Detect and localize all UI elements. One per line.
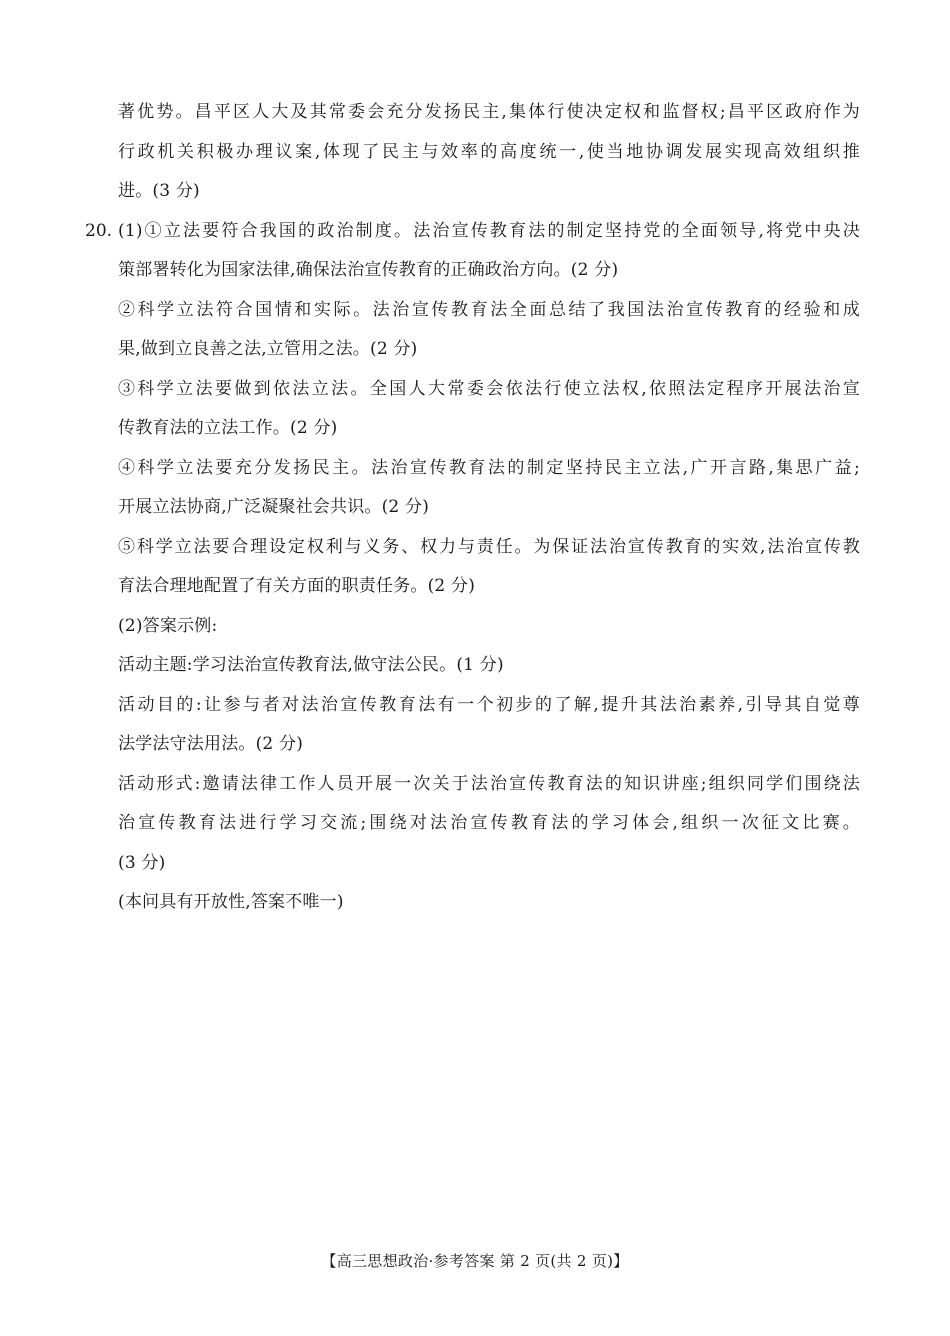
answer-line: ⑤科学立法要合理设定权利与义务、权力与责任。为保证法治宣传教育的实效,法治宣传教: [118, 537, 860, 557]
continuation-line: 行政机关积极办理议案,体现了民主与效率的高度统一,使当地协调发展实现高效组织推: [118, 142, 860, 162]
answer-line: ②科学立法符合国情和实际。法治宣传教育法全面总结了我国法治宣传教育的经验和成: [118, 300, 860, 320]
answer-line: 活动形式:邀请法律工作人员开展一次关于法治宣传教育法的知识讲座;组织同学们围绕法: [118, 774, 860, 794]
answer-line: 法学法守法用法。(2 分): [118, 734, 304, 754]
answer-line: (2)答案示例:: [118, 616, 218, 636]
answer-line: 育法合理地配置了有关方面的职责任务。(2 分): [118, 576, 476, 596]
continuation-line: 著优势。昌平区人大及其常委会充分发扬民主,集体行使决定权和监督权;昌平区政府作为: [118, 102, 860, 122]
answer-line: ③科学立法要做到依法立法。全国人大常委会依法行使立法权,依照法定程序开展法治宣: [118, 379, 860, 399]
answer-line: (本问具有开放性,答案不唯一): [118, 892, 344, 912]
question-number: 20.: [85, 221, 113, 241]
answer-line: 治宣传教育法进行学习交流;围绕对法治宣传教育法的学习体会,组织一次征文比赛。: [118, 813, 860, 833]
continuation-line: 进。(3 分): [118, 181, 200, 201]
answer-line: (3 分): [118, 853, 166, 873]
answer-line: 开展立法协商,广泛凝聚社会共识。(2 分): [118, 497, 430, 517]
answer-line: 果,做到立良善之法,立管用之法。(2 分): [118, 339, 418, 359]
answer-line: 活动主题:学习法治宣传教育法,做守法公民。(1 分): [118, 655, 504, 675]
answer-line: 传教育法的立法工作。(2 分): [118, 418, 338, 438]
answer-line: 活动目的:让参与者对法治宣传教育法有一个初步的了解,提升其法治素养,引导其自觉尊: [118, 695, 860, 715]
answer-line: 策部署转化为国家法律,确保法治宣传教育的正确政治方向。(2 分): [118, 260, 619, 280]
answer-line: ④科学立法要充分发扬民主。法治宣传教育法的制定坚持民主立法,广开言路,集思广益;: [118, 458, 860, 478]
page-footer: 【高三思想政治·参考答案 第 2 页(共 2 页)】: [321, 1252, 629, 1270]
answer-line: (1)①立法要符合我国的政治制度。法治宣传教育法的制定坚持党的全面领导,将党中央决: [118, 221, 860, 241]
